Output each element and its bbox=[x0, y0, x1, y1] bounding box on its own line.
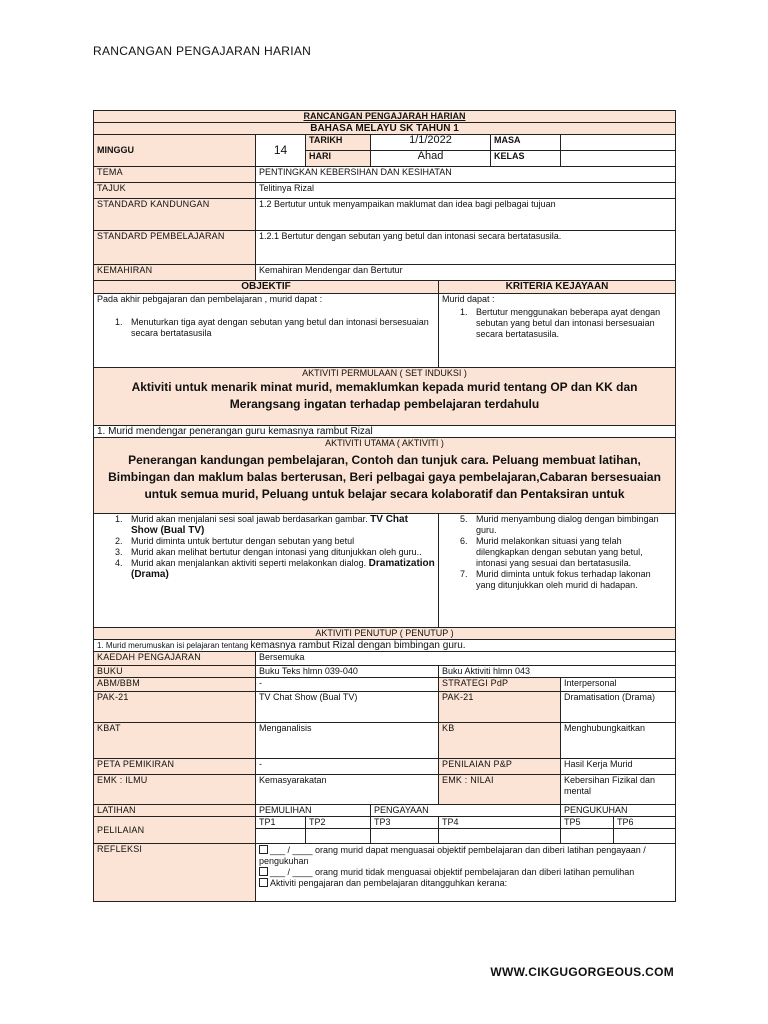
kb-value: Menghubungkaitkan bbox=[561, 723, 676, 759]
refleksi-line: ___ / ____ orang murid dapat menguasai objektif pembelajaran dan diberi latihan pengayaan / pengukuhan bbox=[259, 845, 646, 866]
minggu-label: MINGGU bbox=[94, 135, 256, 167]
tajuk-value: Telitinya Rizal bbox=[256, 183, 676, 199]
kriteria-label: KRITERIA KEJAYAAN bbox=[439, 281, 676, 294]
peta-value: - bbox=[256, 759, 439, 775]
buku-aktiviti: Buku Aktiviti hlmn 043 bbox=[439, 666, 676, 678]
utama-step: 7. Murid diminta untuk fokus terhadap lakonan yang ditunjukkan oleh murid di hadapan. bbox=[470, 569, 672, 591]
tarikh-label: TARIKH bbox=[306, 135, 371, 151]
strategi-value: Interpersonal bbox=[561, 678, 676, 692]
kelas-label: KELAS bbox=[491, 151, 561, 167]
pak21-label: PAK-21 bbox=[94, 692, 256, 723]
latihan-pemulihan: PEMULIHAN bbox=[256, 805, 371, 817]
standard-kandungan-label: STANDARD KANDUNGAN bbox=[94, 199, 256, 231]
utama-step: 2. Murid diminta untuk bertutur dengan sebutan yang betul bbox=[125, 536, 435, 547]
tp-cell: TP6 bbox=[614, 817, 676, 829]
kriteria-list bbox=[442, 307, 672, 340]
emk-ilmu-value: Kemasyarakatan bbox=[256, 775, 439, 805]
penutup-label: AKTIVITI PENUTUP ( PENUTUP ) bbox=[94, 628, 676, 640]
standard-kandungan-value: 1.2 Bertutur untuk menyampaikan maklumat dan idea bagi pelbagai tujuan bbox=[256, 199, 676, 231]
refleksi-line: ___ / ____ orang murid tidak menguasai objektif pembelajaran dan diberi latihan pemulihan bbox=[259, 867, 672, 878]
latihan-label: LATIHAN bbox=[94, 805, 256, 817]
objektif-list bbox=[97, 317, 435, 339]
abm-value: - bbox=[256, 678, 439, 692]
emk-ilmu-label: EMK : ILMU bbox=[94, 775, 256, 805]
lesson-plan-table bbox=[93, 110, 676, 902]
strategi-label: STRATEGI PdP bbox=[439, 678, 561, 692]
objektif-item: 1. Menuturkan tiga ayat dengan sebutan yang betul dan intonasi bersesuaian secara bertatasusila bbox=[125, 317, 435, 339]
utama-step: 1. Murid akan menjalani sesi soal jawab berdasarkan gambar. TV Chat Show (Bual TV) bbox=[125, 514, 435, 536]
tp-blank bbox=[306, 829, 371, 844]
kb-label: KB bbox=[439, 723, 561, 759]
tarikh-value: 1/1/2022 bbox=[371, 135, 491, 151]
utama-body: Penerangan kandungan pembelajaran, Contoh dan tunjuk cara. Peluang membuat latihan, Bimbingan dan maklum balas berterusan, Beri pelbagai gaya pembelajaran,Cabaran bersesuaian untuk semua murid, Peluang untuk belajar secara kolaboratif dan Pentaksiran untuk bbox=[108, 453, 661, 501]
pelilaian-label: PELILAIAN bbox=[94, 817, 256, 844]
objektif-content bbox=[94, 294, 439, 368]
utama-right bbox=[439, 514, 676, 628]
standard-pembelajaran-label: STANDARD PEMBELAJARAN bbox=[94, 231, 256, 265]
objektif-intro: Pada akhir pebgajaran dan pembelajaran , murid dapat : bbox=[97, 294, 323, 304]
tp-cell: TP1 bbox=[256, 817, 306, 829]
refleksi-content bbox=[256, 844, 676, 902]
tp-blank bbox=[439, 829, 561, 844]
tp-cell: TP3 bbox=[371, 817, 439, 829]
kriteria-intro: Murid dapat : bbox=[442, 294, 495, 304]
objektif-label: OBJEKTIF bbox=[94, 281, 439, 294]
buku-label: BUKU bbox=[94, 666, 256, 678]
penilaian-label: PENILAIAN P&P bbox=[439, 759, 561, 775]
kbat-value: Menganalisis bbox=[256, 723, 439, 759]
penilaian-value: Hasil Kerja Murid bbox=[561, 759, 676, 775]
kaedah-value: Bersemuka bbox=[256, 652, 676, 666]
permulaan-note: 1. Murid mendengar penerangan guru kemasnya rambut Rizal bbox=[94, 426, 676, 438]
tp-cell: TP5 bbox=[561, 817, 614, 829]
minggu-value: 14 bbox=[256, 135, 306, 167]
plan-title: RANCANGAN PENGAJARAH HARIAN bbox=[94, 111, 676, 123]
refleksi-line: Aktiviti pengajaran dan pembelajaran ditangguhkan kerana: bbox=[259, 878, 672, 889]
tema-value: PENTINGKAN KEBERSIHAN DAN KESIHATAN bbox=[256, 167, 676, 183]
kriteria-item: 1. Bertutur menggunakan beberapa ayat dengan sebutan yang betul dan intonasi bersesuaian secara bertatasusila. bbox=[470, 307, 672, 340]
hari-label: HARI bbox=[306, 151, 371, 167]
utama-left bbox=[94, 514, 439, 628]
refleksi-label: REFLEKSI bbox=[94, 844, 256, 902]
permulaan-label: AKTIVITI PERMULAAN ( SET INDUKSI ) bbox=[302, 368, 467, 378]
abm-label: ABM/BBM bbox=[94, 678, 256, 692]
standard-pembelajaran-value: 1.2.1 Bertutur dengan sebutan yang betul dan intonasi secara bertatasusila. bbox=[256, 231, 676, 265]
masa-value bbox=[561, 135, 676, 151]
utama-section bbox=[94, 438, 676, 514]
tp-blank bbox=[256, 829, 306, 844]
pak21b-label: PAK-21 bbox=[439, 692, 561, 723]
checkbox-icon[interactable] bbox=[259, 845, 268, 854]
kemahiran-value: Kemahiran Mendengar dan Bertutur bbox=[256, 265, 676, 281]
peta-label: PETA PEMIKIRAN bbox=[94, 759, 256, 775]
kelas-value bbox=[561, 151, 676, 167]
pak21-value: TV Chat Show (Bual TV) bbox=[256, 692, 439, 723]
pak21b-value: Dramatisation (Drama) bbox=[561, 692, 676, 723]
tajuk-label: TAJUK bbox=[94, 183, 256, 199]
tema-label: TEMA bbox=[94, 167, 256, 183]
tp-blank bbox=[371, 829, 439, 844]
hari-value: Ahad bbox=[371, 151, 491, 167]
utama-step: 5. Murid menyambung dialog dengan bimbingan guru. bbox=[470, 514, 672, 536]
tp-cell: TP2 bbox=[306, 817, 371, 829]
penutup-note: 1. Murid merumuskan isi pelajaran tentang kemasnya rambut Rizal dengan bimbingan guru. bbox=[94, 640, 676, 652]
tp-blank bbox=[614, 829, 676, 844]
checkbox-icon[interactable] bbox=[259, 878, 268, 887]
utama-right-list bbox=[442, 514, 672, 591]
buku-teks: Buku Teks hlmn 039-040 bbox=[256, 666, 439, 678]
permulaan-section bbox=[94, 368, 676, 426]
utama-left-list bbox=[97, 514, 435, 580]
kriteria-content bbox=[439, 294, 676, 368]
emk-nilai-value: Kebersihan Fizikal dan mental bbox=[561, 775, 676, 805]
latihan-pengayaan: PENGAYAAN bbox=[371, 805, 561, 817]
utama-step: 3. Murid akan melihat bertutur dengan intonasi yang ditunjukkan oleh guru.. bbox=[125, 547, 435, 558]
tp-blank bbox=[561, 829, 614, 844]
checkbox-icon[interactable] bbox=[259, 867, 268, 876]
kemahiran-label: KEMAHIRAN bbox=[94, 265, 256, 281]
masa-label: MASA bbox=[491, 135, 561, 151]
utama-step: 6. Murid melakonkan situasi yang telah dilengkapkan dengan sebutan yang betul, intonasi yang sesuai dan bertatasusila. bbox=[470, 536, 672, 569]
permulaan-body: Aktiviti untuk menarik minat murid, memaklumkan kepada murid tentang OP dan KK dan Merangsang ingatan terhadap pembelajaran terdahulu bbox=[131, 380, 638, 411]
page-header: RANCANGAN PENGAJARAN HARIAN bbox=[93, 44, 312, 58]
kaedah-label: KAEDAH PENGAJARAN bbox=[94, 652, 256, 666]
subject-title: BAHASA MELAYU SK TAHUN 1 bbox=[94, 123, 676, 135]
utama-step: 4. Murid akan menjalankan aktiviti seperti melakonkan dialog. Dramatization (Drama) bbox=[125, 558, 435, 580]
emk-nilai-label: EMK : NILAI bbox=[439, 775, 561, 805]
latihan-pengukuhan: PENGUKUHAN bbox=[561, 805, 676, 817]
utama-label: AKTIVITI UTAMA ( AKTIVITI ) bbox=[325, 438, 444, 448]
kbat-label: KBAT bbox=[94, 723, 256, 759]
tp-cell: TP4 bbox=[439, 817, 561, 829]
page-footer: WWW.CIKGUGORGEOUS.COM bbox=[490, 965, 674, 979]
